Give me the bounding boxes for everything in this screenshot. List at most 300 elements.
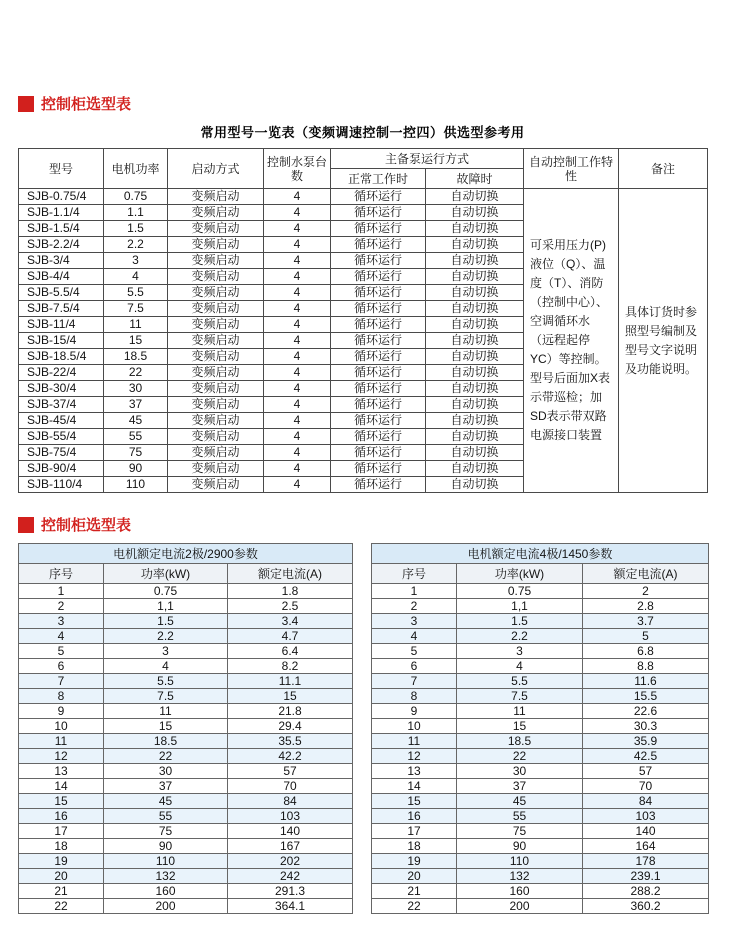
main-table-title: 常用型号一览表（变频调速控制一控四）供选型参考用 [200, 125, 525, 140]
index-cell: 10 [372, 719, 457, 734]
power-cell: 1,1 [104, 599, 228, 614]
power-cell: 18.5 [457, 734, 583, 749]
cell: 循环运行 [331, 381, 426, 397]
power-cell: 18.5 [104, 734, 228, 749]
col-header-run-mode-group: 主备泵运行方式 [331, 149, 524, 169]
model-cell: SJB-18.5/4 [19, 349, 104, 365]
current-cell: 42.5 [583, 749, 709, 764]
power-cell: 200 [104, 899, 228, 914]
current-tables-section [18, 543, 707, 914]
cell: 循环运行 [331, 269, 426, 285]
power-cell: 5.5 [104, 674, 228, 689]
cell: 45 [104, 413, 168, 429]
index-cell: 19 [372, 854, 457, 869]
remark-note-cell: 具体订货时参照型号编制及型号文字说明及功能说明。 [619, 189, 708, 493]
current-cell: 167 [228, 839, 353, 854]
current-cell: 2.8 [583, 599, 709, 614]
cell: 变频启动 [168, 285, 264, 301]
index-cell: 3 [19, 614, 104, 629]
current-table-4pole-title: 电机额定电流4极/1450参数 [372, 544, 709, 564]
cell: 4 [264, 365, 331, 381]
cell: 4 [264, 269, 331, 285]
cell: 循环运行 [331, 317, 426, 333]
cell: 自动切换 [426, 349, 524, 365]
table-row [19, 704, 353, 719]
cell: 自动切换 [426, 413, 524, 429]
power-cell: 4 [457, 659, 583, 674]
current-cell: 288.2 [583, 884, 709, 899]
main-table-body [19, 189, 708, 493]
table-row [19, 884, 353, 899]
power-cell: 1.5 [457, 614, 583, 629]
index-cell: 14 [372, 779, 457, 794]
power-cell: 110 [104, 854, 228, 869]
current-cell: 29.4 [228, 719, 353, 734]
model-cell: SJB-22/4 [19, 365, 104, 381]
cell: 自动切换 [426, 253, 524, 269]
cell: 自动切换 [426, 269, 524, 285]
table-row [19, 629, 353, 644]
cell: 变频启动 [168, 333, 264, 349]
index-cell: 11 [372, 734, 457, 749]
index-cell: 18 [19, 839, 104, 854]
table-row [372, 824, 709, 839]
power-cell: 132 [457, 869, 583, 884]
main-table-section [18, 122, 707, 493]
cell: 变频启动 [168, 317, 264, 333]
current-cell: 5 [583, 629, 709, 644]
cell: 变频启动 [168, 413, 264, 429]
table-row [19, 189, 708, 205]
index-cell: 5 [372, 644, 457, 659]
table-row [19, 599, 353, 614]
model-cell: SJB-11/4 [19, 317, 104, 333]
cell: 1.1 [104, 205, 168, 221]
table-row [19, 794, 353, 809]
index-cell: 4 [19, 629, 104, 644]
current-cell: 103 [583, 809, 709, 824]
index-cell: 17 [19, 824, 104, 839]
cell: 循环运行 [331, 397, 426, 413]
power-cell: 75 [104, 824, 228, 839]
current-cell: 3.7 [583, 614, 709, 629]
index-cell: 1 [19, 584, 104, 599]
current-cell: 3.4 [228, 614, 353, 629]
table-row [19, 614, 353, 629]
cell: 变频启动 [168, 237, 264, 253]
current-cell: 8.2 [228, 659, 353, 674]
current-table-2pole [18, 543, 353, 914]
table-row [19, 674, 353, 689]
current-cell: 202 [228, 854, 353, 869]
cell: 变频启动 [168, 461, 264, 477]
power-cell: 7.5 [104, 689, 228, 704]
model-cell: SJB-45/4 [19, 413, 104, 429]
model-cell: SJB-3/4 [19, 253, 104, 269]
table-row [19, 824, 353, 839]
cell: 自动切换 [426, 221, 524, 237]
current-cell: 6.4 [228, 644, 353, 659]
index-cell: 15 [372, 794, 457, 809]
cell: 4 [264, 317, 331, 333]
col-header-pump-count: 控制水泵台数 [264, 149, 331, 189]
current-cell: 164 [583, 839, 709, 854]
cell: 循环运行 [331, 365, 426, 381]
power-cell: 0.75 [457, 584, 583, 599]
cell: 变频启动 [168, 269, 264, 285]
power-cell: 30 [104, 764, 228, 779]
table-row [19, 809, 353, 824]
current-cell: 140 [583, 824, 709, 839]
current-cell: 239.1 [583, 869, 709, 884]
cell: 循环运行 [331, 429, 426, 445]
table-row [372, 794, 709, 809]
cell: 0.75 [104, 189, 168, 205]
cell: 变频启动 [168, 253, 264, 269]
red-square-icon [18, 96, 34, 112]
cell: 22 [104, 365, 168, 381]
table-row [372, 704, 709, 719]
current-cell: 6.8 [583, 644, 709, 659]
cell: 自动切换 [426, 365, 524, 381]
table-row [19, 749, 353, 764]
table-row [372, 839, 709, 854]
model-cell: SJB-37/4 [19, 397, 104, 413]
power-cell: 200 [457, 899, 583, 914]
current-cell: 1.8 [228, 584, 353, 599]
cell: 循环运行 [331, 237, 426, 253]
power-cell: 3 [104, 644, 228, 659]
current-cell: 84 [583, 794, 709, 809]
table-row [372, 719, 709, 734]
cell: 4 [264, 301, 331, 317]
table-row [19, 839, 353, 854]
index-cell: 8 [19, 689, 104, 704]
model-cell: SJB-1.5/4 [19, 221, 104, 237]
index-cell: 7 [372, 674, 457, 689]
model-cell: SJB-15/4 [19, 333, 104, 349]
cell: 自动切换 [426, 285, 524, 301]
index-cell: 2 [19, 599, 104, 614]
power-cell: 132 [104, 869, 228, 884]
power-cell: 30 [457, 764, 583, 779]
cell: 4 [264, 429, 331, 445]
current-cell: 360.2 [583, 899, 709, 914]
index-cell: 5 [19, 644, 104, 659]
cell: 自动切换 [426, 205, 524, 221]
index-cell: 12 [372, 749, 457, 764]
col-header-current: 额定电流(A) [228, 564, 353, 584]
model-cell: SJB-5.5/4 [19, 285, 104, 301]
col-header-power: 功率(kW) [104, 564, 228, 584]
model-cell: SJB-1.1/4 [19, 205, 104, 221]
current-table-2pole-title: 电机额定电流2极/2900参数 [19, 544, 353, 564]
cell: 30 [104, 381, 168, 397]
cell: 循环运行 [331, 301, 426, 317]
current-cell: 35.9 [583, 734, 709, 749]
cell: 4 [264, 221, 331, 237]
cell: 自动切换 [426, 445, 524, 461]
power-cell: 11 [457, 704, 583, 719]
model-cell: SJB-0.75/4 [19, 189, 104, 205]
cell: 4 [264, 189, 331, 205]
power-cell: 15 [104, 719, 228, 734]
model-cell: SJB-90/4 [19, 461, 104, 477]
cell: 循环运行 [331, 333, 426, 349]
current-table-2pole-body [19, 584, 353, 914]
col-header-index: 序号 [19, 564, 104, 584]
section-title-1 [18, 0, 741, 114]
table-row [19, 734, 353, 749]
cell: 4 [264, 285, 331, 301]
power-cell: 22 [457, 749, 583, 764]
cell: 自动切换 [426, 189, 524, 205]
cell: 变频启动 [168, 221, 264, 237]
power-cell: 1,1 [457, 599, 583, 614]
table-row [372, 869, 709, 884]
index-cell: 10 [19, 719, 104, 734]
col-header-index: 序号 [372, 564, 457, 584]
power-cell: 7.5 [457, 689, 583, 704]
cell: 循环运行 [331, 253, 426, 269]
power-cell: 4 [104, 659, 228, 674]
index-cell: 9 [19, 704, 104, 719]
cell: 4 [264, 253, 331, 269]
model-cell: SJB-7.5/4 [19, 301, 104, 317]
cell: 5.5 [104, 285, 168, 301]
cell: 75 [104, 445, 168, 461]
cell: 4 [264, 381, 331, 397]
col-header-model: 型号 [19, 149, 104, 189]
cell: 4 [264, 349, 331, 365]
current-cell: 35.5 [228, 734, 353, 749]
power-cell: 2.2 [104, 629, 228, 644]
power-cell: 55 [457, 809, 583, 824]
table-row [372, 659, 709, 674]
cell: 循环运行 [331, 285, 426, 301]
current-cell: 11.1 [228, 674, 353, 689]
index-cell: 12 [19, 749, 104, 764]
cell: 4 [104, 269, 168, 285]
cell: 变频启动 [168, 365, 264, 381]
cell: 自动切换 [426, 397, 524, 413]
cell: 自动切换 [426, 333, 524, 349]
cell: 自动切换 [426, 301, 524, 317]
table-row [19, 899, 353, 914]
power-cell: 3 [457, 644, 583, 659]
current-cell: 30.3 [583, 719, 709, 734]
current-cell: 178 [583, 854, 709, 869]
model-cell: SJB-75/4 [19, 445, 104, 461]
current-cell: 2.5 [228, 599, 353, 614]
index-cell: 2 [372, 599, 457, 614]
cell: 自动切换 [426, 381, 524, 397]
cell: 循环运行 [331, 205, 426, 221]
index-cell: 7 [19, 674, 104, 689]
model-selection-table [18, 148, 708, 493]
current-cell: 364.1 [228, 899, 353, 914]
cell: 7.5 [104, 301, 168, 317]
table-row [19, 644, 353, 659]
table-row [19, 854, 353, 869]
current-cell: 15 [228, 689, 353, 704]
power-cell: 55 [104, 809, 228, 824]
table-row [372, 764, 709, 779]
auto-control-note-cell: 可采用压力(P)液位（Q）、温度（T）、消防（控制中心）、空调循环水（远程起停YC）等控制。型号后面加X表示带巡检；加SD表示带双路电源接口装置 [524, 189, 619, 493]
col-header-motor-power: 电机功率 [104, 149, 168, 189]
index-cell: 1 [372, 584, 457, 599]
power-cell: 37 [104, 779, 228, 794]
current-cell: 11.6 [583, 674, 709, 689]
cell: 循环运行 [331, 445, 426, 461]
power-cell: 90 [457, 839, 583, 854]
table-row [372, 614, 709, 629]
cell: 变频启动 [168, 349, 264, 365]
index-cell: 18 [372, 839, 457, 854]
power-cell: 45 [104, 794, 228, 809]
power-cell: 11 [104, 704, 228, 719]
table-row [19, 659, 353, 674]
current-cell: 103 [228, 809, 353, 824]
table-row [372, 674, 709, 689]
cell: 1.5 [104, 221, 168, 237]
col-header-power: 功率(kW) [457, 564, 583, 584]
table-row [372, 884, 709, 899]
index-cell: 11 [19, 734, 104, 749]
current-cell: 4.7 [228, 629, 353, 644]
index-cell: 13 [372, 764, 457, 779]
power-cell: 2.2 [457, 629, 583, 644]
index-cell: 20 [372, 869, 457, 884]
cell: 55 [104, 429, 168, 445]
table-row [372, 854, 709, 869]
cell: 变频启动 [168, 429, 264, 445]
cell: 循环运行 [331, 477, 426, 493]
power-cell: 1.5 [104, 614, 228, 629]
cell: 变频启动 [168, 381, 264, 397]
index-cell: 20 [19, 869, 104, 884]
current-cell: 57 [228, 764, 353, 779]
index-cell: 9 [372, 704, 457, 719]
current-cell: 84 [228, 794, 353, 809]
table-row [19, 779, 353, 794]
cell: 变频启动 [168, 397, 264, 413]
table-row [372, 734, 709, 749]
cell: 循环运行 [331, 461, 426, 477]
cell: 变频启动 [168, 301, 264, 317]
table-row [372, 599, 709, 614]
index-cell: 8 [372, 689, 457, 704]
cell: 110 [104, 477, 168, 493]
current-cell: 140 [228, 824, 353, 839]
table-row [372, 644, 709, 659]
cell: 4 [264, 237, 331, 253]
red-square-icon [18, 517, 34, 533]
current-cell: 57 [583, 764, 709, 779]
col-header-current: 额定电流(A) [583, 564, 709, 584]
cell: 15 [104, 333, 168, 349]
model-cell: SJB-4/4 [19, 269, 104, 285]
current-cell: 15.5 [583, 689, 709, 704]
model-cell: SJB-30/4 [19, 381, 104, 397]
table-row [372, 899, 709, 914]
cell: 循环运行 [331, 413, 426, 429]
col-header-normal: 正常工作时 [331, 169, 426, 189]
col-header-auto-control: 自动控制工作特性 [524, 149, 619, 189]
current-cell: 70 [583, 779, 709, 794]
current-cell: 70 [228, 779, 353, 794]
cell: 90 [104, 461, 168, 477]
cell: 3 [104, 253, 168, 269]
table-row [372, 629, 709, 644]
current-cell: 2 [583, 584, 709, 599]
section-title-1-label: 控制柜选型表 [41, 96, 132, 113]
index-cell: 21 [372, 884, 457, 899]
cell: 4 [264, 445, 331, 461]
current-cell: 8.8 [583, 659, 709, 674]
col-header-remark: 备注 [619, 149, 708, 189]
cell: 4 [264, 397, 331, 413]
index-cell: 22 [19, 899, 104, 914]
section-title-2-label: 控制柜选型表 [41, 517, 132, 534]
cell: 4 [264, 477, 331, 493]
power-cell: 110 [457, 854, 583, 869]
power-cell: 5.5 [457, 674, 583, 689]
table-row [19, 764, 353, 779]
current-cell: 291.3 [228, 884, 353, 899]
cell: 18.5 [104, 349, 168, 365]
cell: 循环运行 [331, 221, 426, 237]
current-table-2pole-header [19, 544, 353, 584]
section-title-2 [18, 514, 741, 535]
col-header-start-mode: 启动方式 [168, 149, 264, 189]
table-row [372, 749, 709, 764]
power-cell: 75 [457, 824, 583, 839]
cell: 4 [264, 205, 331, 221]
cell: 自动切换 [426, 317, 524, 333]
power-cell: 15 [457, 719, 583, 734]
cell: 自动切换 [426, 237, 524, 253]
cell: 4 [264, 333, 331, 349]
power-cell: 22 [104, 749, 228, 764]
model-cell: SJB-110/4 [19, 477, 104, 493]
cell: 变频启动 [168, 205, 264, 221]
index-cell: 16 [19, 809, 104, 824]
index-cell: 16 [372, 809, 457, 824]
index-cell: 17 [372, 824, 457, 839]
current-table-4pole [371, 543, 709, 914]
cell: 自动切换 [426, 477, 524, 493]
table-row [19, 719, 353, 734]
cell: 37 [104, 397, 168, 413]
model-cell: SJB-2.2/4 [19, 237, 104, 253]
cell: 4 [264, 461, 331, 477]
power-cell: 0.75 [104, 584, 228, 599]
table-row [372, 584, 709, 599]
table-row [19, 689, 353, 704]
current-cell: 242 [228, 869, 353, 884]
index-cell: 13 [19, 764, 104, 779]
table-row [372, 689, 709, 704]
index-cell: 6 [372, 659, 457, 674]
cell: 变频启动 [168, 477, 264, 493]
power-cell: 45 [457, 794, 583, 809]
index-cell: 15 [19, 794, 104, 809]
index-cell: 14 [19, 779, 104, 794]
cell: 变频启动 [168, 445, 264, 461]
cell: 变频启动 [168, 189, 264, 205]
cell: 自动切换 [426, 461, 524, 477]
